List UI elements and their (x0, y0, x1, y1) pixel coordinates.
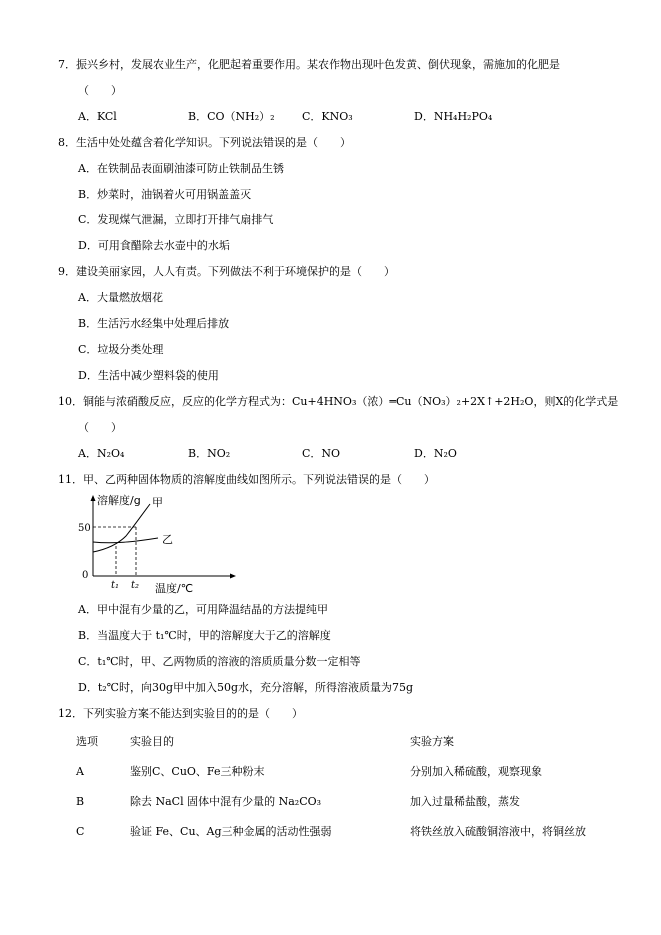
q8-option-c: C．发现煤气泄漏，立即打开排气扇排气 (78, 213, 274, 226)
q11-option-d: D．t₂℃时，向30g甲中加入50g水，充分溶解，所得溶液质量为75g (78, 681, 414, 694)
table-row-a-option: A (76, 765, 84, 778)
solubility-curve-figure (78, 494, 308, 594)
curve-jia (93, 504, 150, 552)
q7-option-a: A．KCl (78, 110, 117, 123)
q11-option-c: C．t₁℃时，甲、乙两物质的溶液的溶质质量分数一定相等 (78, 655, 361, 668)
q8-option-b: B．炒菜时，油锅着火可用锅盖盖灭 (78, 188, 252, 201)
table-row-b-plan: 加入过量稀盐酸，蒸发 (410, 795, 520, 808)
table-header-purpose: 实验目的 (130, 735, 174, 748)
t2-label: t₂ (131, 580, 140, 591)
table-row-a-plan: 分别加入稀硫酸，观察现象 (410, 765, 542, 778)
series-yi-label: 乙 (162, 533, 173, 546)
q11-option-a: A．甲中混有少量的乙，可用降温结晶的方法提纯甲 (78, 603, 328, 616)
q7-stem: 7．振兴乡村，发展农业生产，化肥起着重要作用。某农作物出现叶色发黄、倒伏现象，需施加的化肥是 (58, 58, 560, 71)
q8-stem: 8．生活中处处蕴含着化学知识。下列说法错误的是（ ） (58, 136, 351, 149)
table-row-c-option: C (76, 825, 85, 838)
q7-option-d: D．NH₄H₂PO₄ (414, 110, 493, 123)
table-row-b-purpose: 除去 NaCl 固体中混有少量的 Na₂CO₃ (130, 795, 322, 808)
q12-stem: 12．下列实验方案不能达到实验目的的是（ ） (58, 707, 303, 720)
q11-option-b: B．当温度大于 t₁℃时，甲的溶解度大于乙的溶解度 (78, 629, 331, 642)
q8-option-d: D．可用食醋除去水壶中的水垢 (78, 239, 230, 252)
table-header-plan: 实验方案 (410, 735, 454, 748)
x-axis-arrow (230, 574, 236, 579)
table-row-c-purpose: 验证 Fe、Cu、Ag三种金属的活动性强弱 (130, 825, 332, 838)
y-axis-label: 溶解度/g (97, 494, 141, 507)
q10-option-b: B．NO₂ (188, 447, 231, 460)
series-jia-label: 甲 (152, 496, 163, 509)
q7-option-b: B．CO（NH₂）₂ (188, 110, 275, 123)
curve-yi (93, 538, 158, 543)
x-axis-label: 温度/℃ (155, 582, 194, 594)
q10-option-a: A．N₂O₄ (78, 447, 125, 460)
y-tick-50: 50 (78, 523, 91, 534)
q7-option-c: C．KNO₃ (302, 110, 353, 123)
t1-label: t₁ (111, 580, 120, 591)
q9-option-a: A．大量燃放烟花 (78, 291, 163, 304)
q9-option-d: D．生活中减少塑料袋的使用 (78, 369, 219, 382)
table-row-a-purpose: 鉴别C、CuO、Fe三种粉末 (130, 765, 265, 778)
q9-option-b: B．生活污水经集中处理后排放 (78, 317, 230, 330)
q11-stem: 11．甲、乙两种固体物质的溶解度曲线如图所示。下列说法错误的是（ ） (58, 473, 435, 486)
q10-option-c: C．NO (302, 447, 341, 460)
y-axis-arrow (91, 495, 96, 501)
table-row-b-option: B (76, 795, 85, 808)
q10-stem: 10．铜能与浓硝酸反应，反应的化学方程式为：Cu+4HNO₃（浓）═Cu（NO₃）₂+2X↑+2H₂O，则X的化学式是 (58, 395, 619, 408)
q9-option-c: C．垃圾分类处理 (78, 343, 164, 356)
origin-label: 0 (82, 570, 89, 581)
q10-paren: （ ） (78, 421, 122, 434)
q10-option-d: D．N₂O (414, 447, 457, 460)
q8-option-a: A．在铁制品表面刷油漆可防止铁制品生锈 (78, 162, 284, 175)
table-row-c-plan: 将铁丝放入硫酸铜溶液中，将铜丝放 (410, 825, 586, 838)
table-header-option: 选项 (76, 735, 98, 748)
q7-paren: （ ） (78, 84, 122, 97)
q9-stem: 9．建设美丽家园，人人有责。下列做法不利于环境保护的是（ ） (58, 265, 395, 278)
